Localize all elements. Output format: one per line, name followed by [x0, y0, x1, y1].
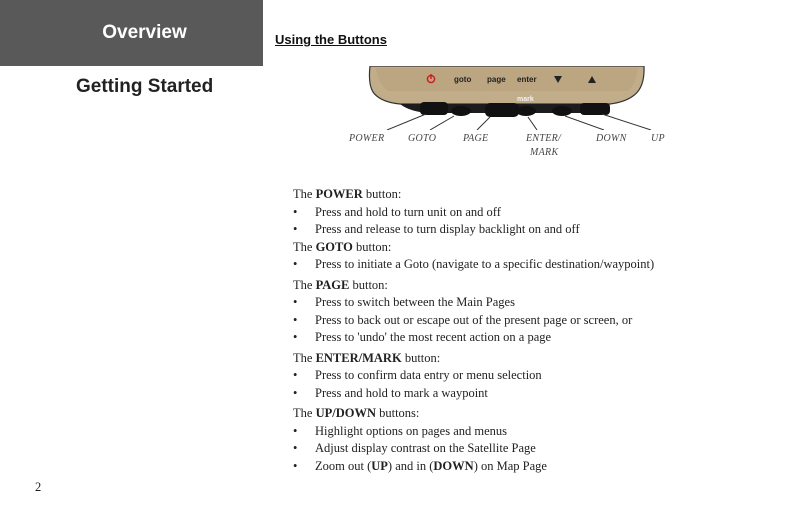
intro-prefix: The — [293, 406, 316, 420]
list-item — [293, 423, 763, 441]
callout-page: PAGE — [463, 133, 489, 144]
section-intro — [293, 350, 763, 368]
button-name: PAGE — [315, 277, 350, 292]
section-intro — [293, 277, 763, 295]
bullet-glyph: • — [293, 330, 298, 344]
section-title: Getting Started — [76, 76, 214, 97]
list-item — [293, 312, 763, 330]
bullet-glyph: • — [293, 385, 298, 400]
button-descriptions — [293, 186, 763, 475]
list-item — [293, 294, 763, 312]
list-item — [293, 367, 763, 385]
section-intro — [293, 405, 763, 423]
bullet-text: Press to back out or escape out of the present page or screen, or — [315, 312, 633, 327]
intro-suffix: buttons: — [375, 406, 420, 420]
page-button-shape — [485, 103, 519, 117]
enter-button-shape — [516, 106, 536, 116]
down-button-shape — [552, 106, 572, 116]
list-item — [293, 458, 763, 476]
button-name: ENTER/MARK — [315, 350, 402, 365]
list-item — [293, 385, 763, 403]
bullet-text: Press to switch between the Main Pages — [315, 295, 515, 309]
list-item — [293, 329, 763, 347]
goto-key-label: goto — [454, 75, 472, 84]
list-item — [293, 256, 763, 274]
intro-suffix: button: — [362, 187, 402, 201]
button-name: POWER — [315, 187, 363, 201]
bullet-glyph: • — [293, 295, 298, 309]
page-heading: Using the Buttons — [275, 32, 387, 47]
callout-power: POWER — [349, 133, 385, 144]
intro-suffix: button: — [349, 277, 388, 292]
list-item — [293, 440, 763, 458]
section-intro — [293, 186, 763, 204]
up-button-shape — [580, 103, 610, 115]
callout-enter: ENTER/ — [526, 133, 562, 144]
intro-prefix: The — [293, 239, 316, 254]
mark-key-label: mark — [517, 96, 534, 103]
bullet-glyph: • — [293, 222, 298, 236]
bullet-glyph: • — [293, 257, 298, 271]
goto-button-shape — [451, 106, 471, 116]
bullet-text: Press and release to turn display backlight on and off — [315, 222, 580, 236]
list-item — [293, 221, 763, 239]
bullet-bold-text: UP — [371, 458, 388, 473]
button-name: UP/DOWN — [315, 406, 376, 420]
callout-up: UP — [651, 133, 665, 144]
callout-down: DOWN — [596, 133, 627, 144]
page-number: 2 — [35, 480, 42, 494]
bullet-glyph: • — [293, 368, 298, 382]
callout-goto: GOTO — [408, 133, 437, 144]
intro-prefix: The — [293, 187, 316, 201]
bullet-text: Press and hold to mark a waypoint — [315, 385, 488, 400]
bullet-text: Press to 'undo' the most recent action on a page — [315, 330, 552, 344]
section-intro — [293, 239, 763, 257]
section-tab-label: Overview — [102, 22, 187, 43]
intro-suffix: button: — [352, 239, 392, 254]
enter-key-label: enter — [517, 75, 537, 84]
bullet-glyph: • — [293, 458, 298, 473]
intro-prefix: The — [293, 350, 316, 365]
bullet-glyph: • — [293, 312, 298, 327]
list-item — [293, 204, 763, 222]
bullet-text: ) on Map Page — [473, 458, 547, 473]
bullet-text: Adjust display contrast on the Satellite Page — [315, 441, 536, 455]
device-illustration — [340, 66, 680, 130]
bullet-text: Press to confirm data entry or menu selection — [315, 368, 542, 382]
callout-mark: MARK — [530, 147, 559, 158]
section-tab-overview — [0, 0, 263, 66]
intro-suffix: button: — [401, 350, 441, 365]
page-key-label: page — [487, 75, 506, 84]
bullet-text: Highlight options on pages and menus — [315, 423, 507, 438]
bullet-text: Press to initiate a Goto (navigate to a specific destination/waypoint) — [315, 257, 655, 271]
bullet-glyph: • — [293, 441, 298, 455]
bullet-glyph: • — [293, 423, 298, 438]
button-name: GOTO — [315, 239, 353, 254]
bullet-bold-text: DOWN — [433, 458, 474, 473]
bullet-text: Zoom out ( — [315, 458, 372, 473]
bullet-glyph: • — [293, 204, 298, 219]
bullet-text: ) and in ( — [387, 458, 434, 473]
power-button-shape — [420, 102, 448, 115]
bullet-text: Press and hold to turn unit on and off — [315, 204, 501, 219]
intro-prefix: The — [293, 277, 316, 292]
